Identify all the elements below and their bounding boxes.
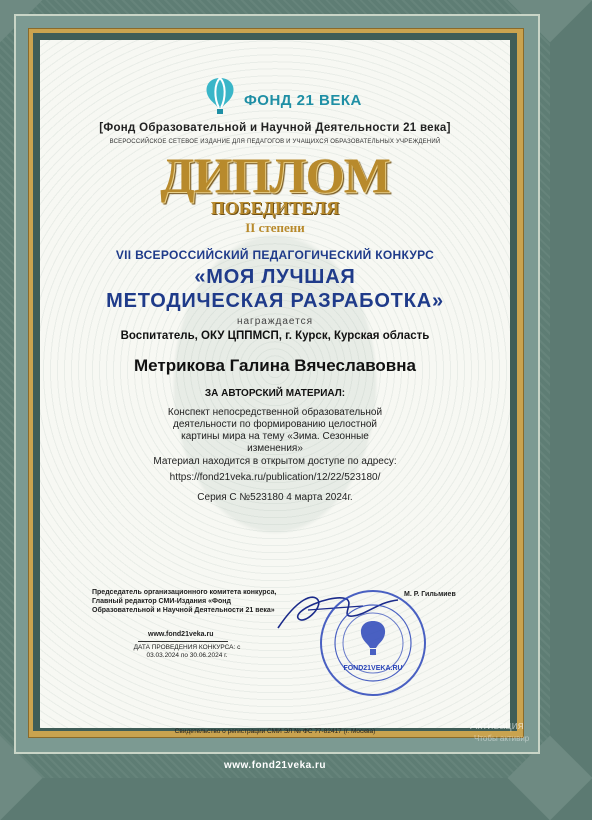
- chair-title: Председатель организационного комитета конкурса, Главный редактор СМИ-Издания «Фонд Образовательной и Научной Деятельности 21 века»: [92, 589, 277, 614]
- awarded-label: награждается: [236, 316, 314, 327]
- publication-url[interactable]: https://fond21veka.ru/publication/12/22/523180/: [169, 472, 381, 483]
- activation-watermark-sub: Чтобы активир: [474, 734, 530, 743]
- material-label: ЗА АВТОРСКИЙ МАТЕРИАЛ:: [204, 388, 346, 399]
- stamp-text: FOND21VEKA.RU: [343, 665, 403, 672]
- contest-title-line2: МЕТОДИЧЕСКАЯ РАЗРАБОТКА»: [106, 290, 444, 312]
- official-stamp: [318, 588, 428, 698]
- footer-site-link[interactable]: www.fond21veka.ru: [223, 760, 327, 771]
- access-note: Материал находится в открытом доступе по адресу:: [153, 456, 397, 467]
- recipient-name: Метрикова Галина Вячеславовна: [134, 356, 416, 375]
- fond-logo: [200, 74, 360, 116]
- divider: [138, 641, 228, 642]
- activation-watermark: Активация: [470, 720, 524, 732]
- material-description: Конспект непосредственной образовательной деятельности по формированию целостной картины мира на тему «Зима. Сезонные изменения»: [167, 407, 383, 454]
- series-number: Серия С №523180 4 марта 2024г.: [197, 492, 353, 503]
- diploma-heading: ДИПЛОМ: [160, 147, 390, 203]
- logo-text: ФОНД 21 ВЕКА: [244, 92, 362, 109]
- organization-name: [Фонд Образовательной и Научной Деятельности 21 века]: [99, 122, 451, 134]
- balloon-logo-icon: [200, 74, 240, 116]
- contest-name: VII ВСЕРОССИЙСКИЙ ПЕДАГОГИЧЕСКИЙ КОНКУРС: [115, 248, 435, 262]
- contest-title-line1: «МОЯ ЛУЧШАЯ: [194, 266, 356, 288]
- signer-name: М. Р. Гильмиев: [404, 591, 456, 598]
- registration-note: Свидетельство о регистрации СМИ ЭЛ № ФС 77-82417 (г. Москва): [174, 728, 376, 735]
- winner-heading: ПОБЕДИТЕЛЯ: [210, 198, 340, 218]
- site-link-small[interactable]: www.fond21veka.ru: [148, 631, 214, 638]
- contest-dates: ДАТА ПРОВЕДЕНИЯ КОНКУРСА: с 03.03.2024 по 30.06.2024 г.: [133, 644, 241, 659]
- recipient-position: Воспитатель, ОКУ ЦППМСП, г. Курск, Курская область: [120, 330, 430, 342]
- edition-note: ВСЕРОССИЙСКОЕ СЕТЕВОЕ ИЗДАНИЕ ДЛЯ ПЕДАГОГОВ И УЧАЩИХСЯ ОБРАЗОВАТЕЛЬНЫХ УЧРЕЖДЕНИЙ: [109, 139, 441, 145]
- degree-label: II степени: [245, 220, 305, 235]
